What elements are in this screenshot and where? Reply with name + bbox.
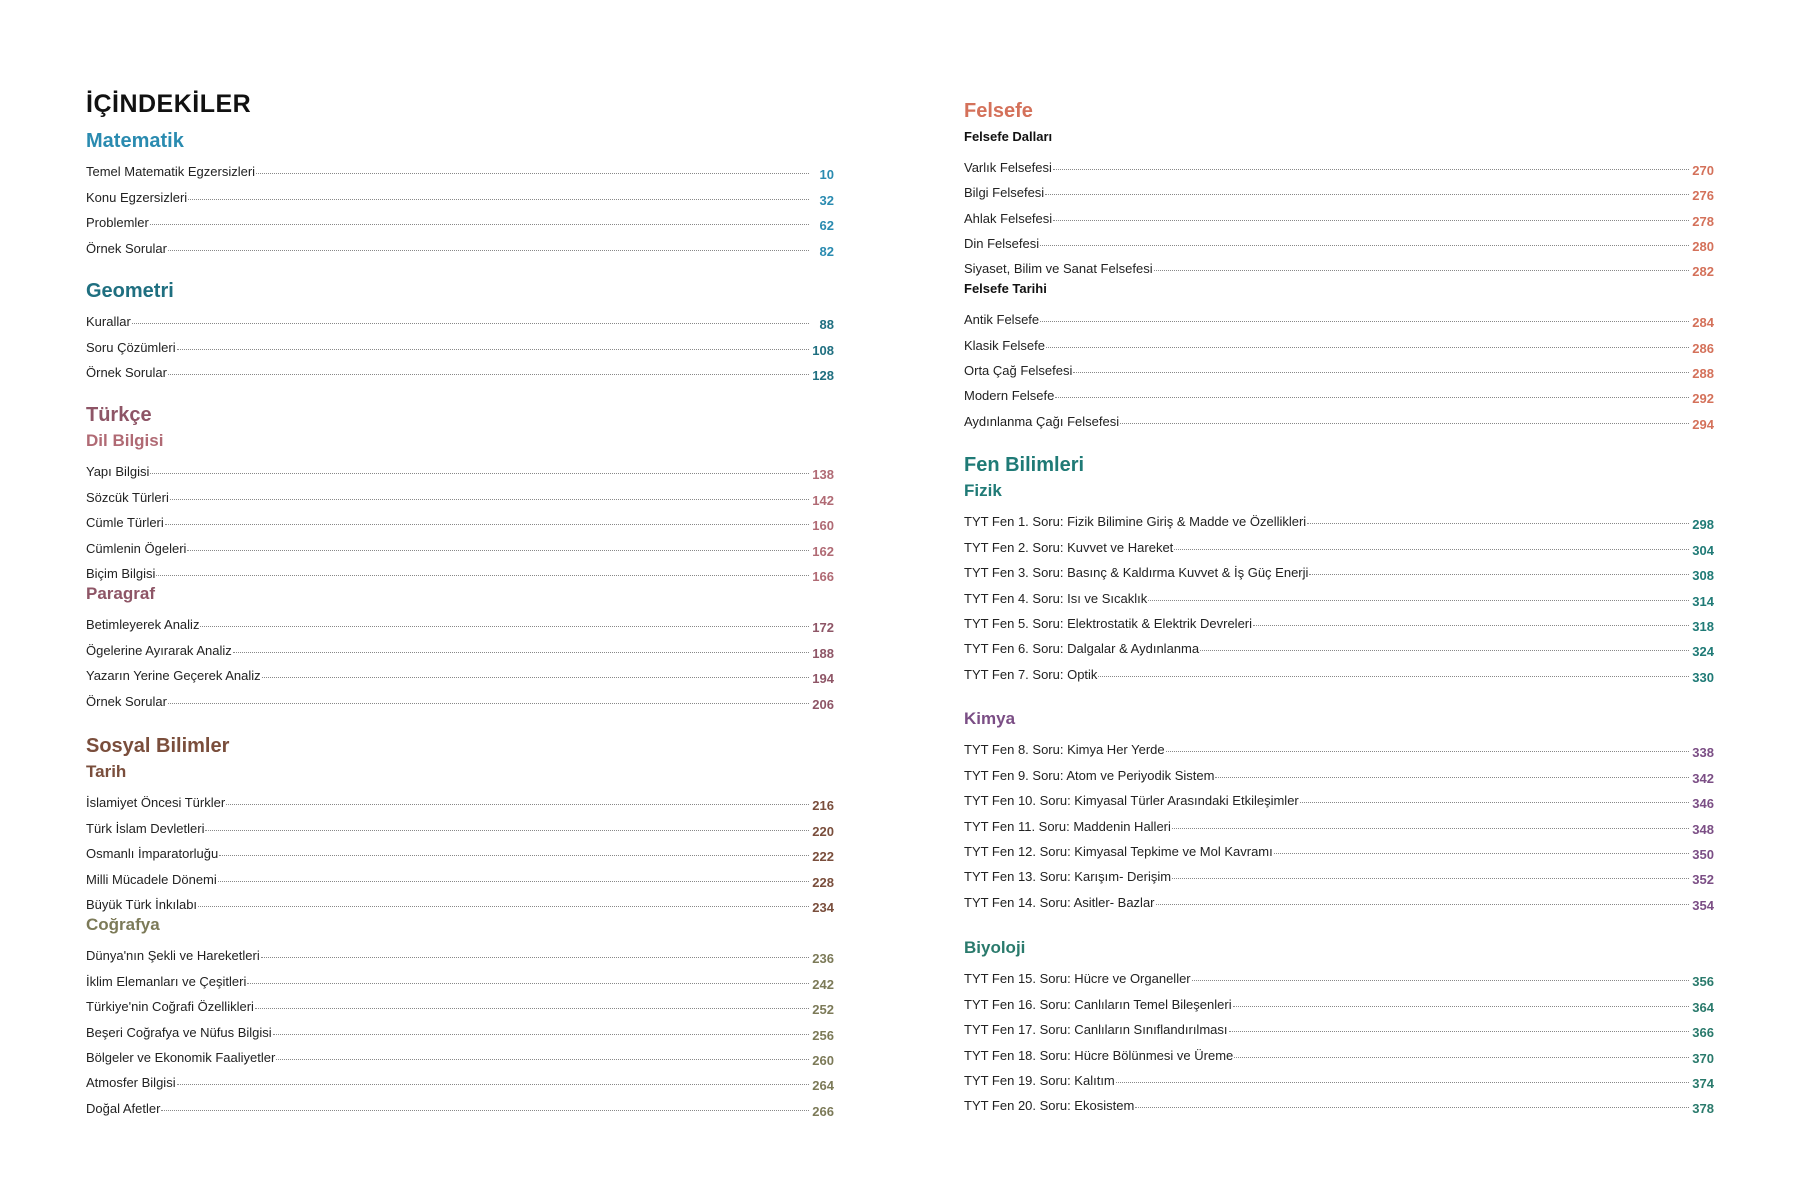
page-number: 278: [1692, 213, 1714, 229]
toc-entry[interactable]: [964, 859, 1714, 888]
toc-entry[interactable]: [964, 1063, 1714, 1091]
dot-leader: [262, 677, 809, 678]
toc-entry[interactable]: [86, 963, 834, 992]
dot-leader: [1192, 980, 1689, 981]
section-geometri: [86, 278, 834, 384]
entry-title: Biçim Bilgisi: [86, 565, 156, 581]
toc-entry[interactable]: [86, 683, 834, 712]
entry-title: Kurallar: [86, 314, 131, 330]
dot-leader: [247, 983, 809, 984]
toc-entry[interactable]: [964, 961, 1714, 990]
page-number: 10: [819, 167, 834, 183]
entry-title: Klasik Felsefe: [964, 337, 1045, 353]
dot-leader: [1073, 372, 1689, 373]
page-number: 252: [812, 1002, 834, 1018]
dot-leader: [273, 1034, 809, 1035]
toc-entry[interactable]: [964, 606, 1714, 634]
entry-title: Örnek Sorular: [86, 693, 167, 709]
dot-leader: [1307, 523, 1689, 524]
page-number: 108: [812, 342, 834, 358]
entry-title: İslamiyet Öncesi Türkler: [86, 795, 226, 811]
dot-leader: [168, 250, 809, 251]
page-number: 194: [812, 671, 834, 687]
entry-title: TYT Fen 18. Soru: Hücre Bölünmesi ve Üreme: [964, 1047, 1234, 1063]
page-number: 276: [1692, 188, 1714, 204]
entry-title: TYT Fen 13. Soru: Karışım- Derişim: [964, 869, 1172, 885]
toc-entry[interactable]: [86, 1040, 834, 1068]
page-number: 308: [1692, 568, 1714, 584]
entry-title: Siyaset, Bilim ve Sanat Felsefesi: [964, 261, 1153, 277]
dot-leader: [255, 1008, 809, 1009]
toc-entry[interactable]: [964, 1088, 1714, 1117]
dot-leader: [150, 224, 809, 225]
dot-leader: [1046, 347, 1689, 348]
page-number: 370: [1692, 1050, 1714, 1066]
dot-leader: [1040, 245, 1689, 246]
page-number: 292: [1692, 391, 1714, 407]
toc-entry[interactable]: [964, 732, 1714, 761]
entry-title: TYT Fen 15. Soru: Hücre ve Organeller: [964, 971, 1191, 987]
group-heading: Felsefe Tarihi: [964, 281, 1047, 297]
entry-title: Örnek Sorular: [86, 240, 167, 256]
entry-title: TYT Fen 14. Soru: Asitler- Bazlar: [964, 894, 1155, 910]
dot-leader: [1135, 1107, 1689, 1108]
entry-title: Din Felsefesi: [964, 235, 1040, 251]
entry-title: Ögelerine Ayırarak Analiz: [86, 642, 232, 658]
dot-leader: [1053, 169, 1689, 170]
page-number: 228: [812, 874, 834, 890]
toc-entry[interactable]: [86, 556, 834, 584]
page-number: 282: [1692, 264, 1714, 280]
toc-list: [86, 454, 834, 584]
subsection-heading: Coğrafya: [86, 914, 160, 934]
dot-leader: [177, 1084, 809, 1085]
toc-entry[interactable]: [86, 230, 834, 259]
toc-entry[interactable]: [964, 403, 1714, 432]
entry-title: TYT Fen 5. Soru: Elektrostatik & Elektrik Devreleri: [964, 615, 1253, 631]
toc-entry[interactable]: [964, 808, 1714, 837]
dot-leader: [177, 349, 809, 350]
toc-entry[interactable]: [964, 834, 1714, 862]
page-number: 352: [1692, 872, 1714, 888]
toc-list: [86, 785, 834, 915]
page-number: 172: [812, 620, 834, 636]
page-number: 88: [819, 317, 834, 333]
entry-title: Yazarın Yerine Geçerek Analiz: [86, 668, 261, 684]
entry-title: TYT Fen 7. Soru: Optik: [964, 666, 1098, 682]
entry-title: TYT Fen 3. Soru: Basınç & Kaldırma Kuvvet & İş Güç Enerji: [964, 565, 1309, 581]
page-number: 128: [812, 368, 834, 384]
dot-leader: [1045, 194, 1689, 195]
page-number: 288: [1692, 365, 1714, 381]
toc-entry[interactable]: [86, 355, 834, 384]
page-number: 188: [812, 645, 834, 661]
dot-leader: [1253, 625, 1689, 626]
entry-title: Büyük Türk İnkılabı: [86, 896, 198, 912]
dot-leader: [1274, 853, 1689, 854]
page-number: 374: [1692, 1075, 1714, 1091]
dot-leader: [161, 1110, 809, 1111]
toc-entry[interactable]: [86, 632, 834, 661]
dot-leader: [1098, 676, 1689, 677]
entry-title: Bilgi Felsefesi: [964, 185, 1045, 201]
page-number: 236: [812, 951, 834, 967]
toc-list: [964, 302, 1714, 432]
toc-entry[interactable]: [964, 251, 1714, 280]
dot-leader: [1148, 600, 1689, 601]
toc-entry[interactable]: [86, 785, 834, 814]
toc-entry[interactable]: [86, 505, 834, 534]
dot-leader: [1055, 397, 1689, 398]
dot-leader: [256, 173, 809, 174]
page-number: 142: [812, 492, 834, 508]
page-number: 234: [812, 899, 834, 915]
toc-entry[interactable]: [86, 1014, 834, 1043]
toc-entry[interactable]: [964, 580, 1714, 609]
page-title: İÇİNDEKİLER: [86, 90, 252, 118]
page-number: 364: [1692, 999, 1714, 1015]
page-number: 82: [819, 243, 834, 259]
section-heading: Sosyal Bilimler: [86, 735, 230, 757]
dot-leader: [1229, 1031, 1690, 1032]
toc-entry[interactable]: [86, 887, 834, 915]
toc-entry[interactable]: [86, 1065, 834, 1094]
page-number: 138: [812, 467, 834, 483]
toc-entry[interactable]: [86, 304, 834, 333]
entry-title: Betimleyerek Analiz: [86, 617, 200, 633]
toc-list: [964, 504, 1714, 685]
dot-leader: [198, 906, 809, 907]
entry-title: Milli Mücadele Dönemi: [86, 871, 217, 887]
toc-entry[interactable]: [964, 200, 1714, 229]
section-fen-bilimleri: [964, 452, 1714, 685]
toc-entry[interactable]: [964, 1012, 1714, 1041]
toc-entry[interactable]: [86, 479, 834, 508]
entry-title: Atmosfer Bilgisi: [86, 1075, 176, 1091]
subsection-heading: Kimya: [964, 709, 1016, 728]
toc-entry[interactable]: [964, 353, 1714, 381]
toc-entry[interactable]: [86, 154, 834, 183]
page-number: 338: [1692, 745, 1714, 761]
toc-entry[interactable]: [86, 658, 834, 687]
entry-title: Doğal Afetler: [86, 1100, 161, 1116]
entry-title: Dünya'nın Şekli ve Hareketleri: [86, 948, 260, 964]
page-number: 294: [1692, 416, 1714, 432]
toc-entry[interactable]: [86, 179, 834, 208]
entry-title: Türk İslam Devletleri: [86, 820, 205, 836]
page-number: 162: [812, 543, 834, 559]
entry-title: TYT Fen 11. Soru: Maddenin Halleri: [964, 818, 1171, 834]
dot-leader: [205, 830, 809, 831]
page-number: 62: [819, 218, 834, 234]
toc-entry[interactable]: [964, 1037, 1714, 1066]
entry-title: Sözcük Türleri: [86, 489, 169, 505]
page-number: 314: [1692, 593, 1714, 609]
dot-leader: [187, 550, 809, 551]
dot-leader: [1300, 802, 1689, 803]
toc-entry[interactable]: [964, 757, 1714, 786]
section-sosyal-bilimler: [86, 733, 834, 1119]
section-turkce: [86, 402, 834, 712]
toc-entry[interactable]: [964, 378, 1714, 407]
page-number: 256: [812, 1027, 834, 1043]
dot-leader: [1309, 574, 1689, 575]
toc-list: [964, 961, 1714, 1117]
subsection-heading: Biyoloji: [964, 938, 1026, 957]
toc-entry[interactable]: [964, 656, 1714, 685]
toc-entry[interactable]: [964, 783, 1714, 812]
entry-title: Cümlenin Ögeleri: [86, 540, 187, 556]
dot-leader: [1040, 321, 1689, 322]
entry-title: Temel Matematik Egzersizleri: [86, 164, 256, 180]
entry-title: İklim Elemanları ve Çeşitleri: [86, 973, 247, 989]
page-number: 242: [812, 976, 834, 992]
section-heading: Türkçe: [86, 404, 152, 426]
entry-title: Cümle Türleri: [86, 515, 164, 531]
page-number: 304: [1692, 542, 1714, 558]
page-number: 318: [1692, 618, 1714, 634]
page-number: 356: [1692, 974, 1714, 990]
dot-leader: [188, 199, 809, 200]
entry-title: Örnek Sorular: [86, 365, 167, 381]
section-kimya: [964, 706, 1714, 913]
toc-list: [86, 304, 834, 384]
entry-title: TYT Fen 1. Soru: Fizik Bilimine Giriş & Madde ve Özellikleri: [964, 514, 1307, 530]
dot-leader: [156, 575, 809, 576]
dot-leader: [165, 524, 809, 525]
page-number: 284: [1692, 315, 1714, 331]
toc-entry[interactable]: [964, 884, 1714, 913]
page-number: 270: [1692, 162, 1714, 178]
entry-title: Aydınlanma Çağı Felsefesi: [964, 413, 1120, 429]
entry-title: Orta Çağ Felsefesi: [964, 362, 1073, 378]
entry-title: TYT Fen 12. Soru: Kimyasal Tepkime ve Mol Kavramı: [964, 843, 1273, 859]
dot-leader: [1215, 777, 1689, 778]
dot-leader: [261, 957, 809, 958]
toc-entry[interactable]: [964, 149, 1714, 178]
toc-list: [86, 607, 834, 712]
section-matematik: [86, 128, 834, 259]
page-number: 260: [812, 1052, 834, 1068]
entry-title: Antik Felsefe: [964, 312, 1040, 328]
toc-entry[interactable]: [964, 529, 1714, 558]
entry-title: Varlık Felsefesi: [964, 159, 1052, 175]
section-heading: Felsefe: [964, 100, 1033, 122]
entry-title: Beşeri Coğrafya ve Nüfus Bilgisi: [86, 1024, 272, 1040]
entry-title: TYT Fen 9. Soru: Atom ve Periyodik Sistem: [964, 767, 1215, 783]
section-biyoloji: [964, 935, 1714, 1117]
entry-title: TYT Fen 4. Soru: Isı ve Sıcaklık: [964, 590, 1148, 606]
page-number: 330: [1692, 669, 1714, 685]
entry-title: TYT Fen 2. Soru: Kuvvet ve Hareket: [964, 539, 1174, 555]
entry-title: Türkiye'nin Coğrafi Özellikleri: [86, 999, 254, 1015]
entry-title: TYT Fen 20. Soru: Ekosistem: [964, 1098, 1135, 1114]
dot-leader: [1200, 650, 1689, 651]
toc-entry[interactable]: [964, 986, 1714, 1015]
dot-leader: [168, 703, 809, 704]
toc-entry[interactable]: [86, 810, 834, 839]
toc-list: [86, 154, 834, 259]
entry-title: Bölgeler ve Ekonomik Faaliyetler: [86, 1049, 276, 1065]
toc-entry[interactable]: [86, 530, 834, 559]
toc-entry[interactable]: [86, 861, 834, 890]
page-number: 350: [1692, 846, 1714, 862]
dot-leader: [276, 1059, 809, 1060]
dot-leader: [132, 323, 809, 324]
toc-entry[interactable]: [964, 302, 1714, 331]
entry-title: TYT Fen 6. Soru: Dalgalar & Aydınlanma: [964, 641, 1200, 657]
toc-list: [964, 149, 1714, 280]
section-heading: Fen Bilimleri: [964, 454, 1085, 476]
page-number: 354: [1692, 897, 1714, 913]
entry-title: Problemler: [86, 215, 149, 231]
toc-entry[interactable]: [86, 329, 834, 358]
toc-list: [964, 732, 1714, 913]
dot-leader: [1172, 878, 1689, 879]
dot-leader: [1233, 1006, 1689, 1007]
page-number: 160: [812, 518, 834, 534]
entry-title: TYT Fen 17. Soru: Canlıların Sınıflandırılması: [964, 1022, 1228, 1038]
toc-entry[interactable]: [964, 555, 1714, 584]
dot-leader: [218, 881, 809, 882]
subsection-heading: Dil Bilgisi: [86, 431, 164, 450]
dot-leader: [1154, 270, 1689, 271]
dot-leader: [219, 855, 809, 856]
entry-title: Yapı Bilgisi: [86, 464, 150, 480]
dot-leader: [150, 473, 809, 474]
entry-title: TYT Fen 16. Soru: Canlıların Temel Bileşenleri: [964, 996, 1232, 1012]
page-number: 298: [1692, 517, 1714, 533]
group-heading: Felsefe Dalları: [964, 129, 1053, 144]
page-number: 366: [1692, 1025, 1714, 1041]
entry-title: TYT Fen 10. Soru: Kimyasal Türler Arasındaki Etkileşimler: [964, 793, 1299, 809]
page-number: 166: [812, 568, 834, 584]
page-number: 266: [812, 1103, 834, 1119]
dot-leader: [200, 626, 809, 627]
page-number: 342: [1692, 770, 1714, 786]
page-number: 216: [812, 798, 834, 814]
page-number: 348: [1692, 821, 1714, 837]
toc-entry[interactable]: [964, 631, 1714, 660]
page-number: 378: [1692, 1101, 1714, 1117]
toc-list: [86, 938, 834, 1119]
entry-title: Ahlak Felsefesi: [964, 210, 1053, 226]
page-number: 264: [812, 1078, 834, 1094]
toc-entry[interactable]: [86, 836, 834, 865]
entry-title: Soru Çözümleri: [86, 339, 176, 355]
dot-leader: [1116, 1082, 1689, 1083]
toc-entry[interactable]: [86, 607, 834, 636]
page-number: 324: [1692, 644, 1714, 660]
toc-entry[interactable]: [86, 1090, 834, 1119]
section-heading: Geometri: [86, 280, 174, 302]
subsection-heading: Tarih: [86, 762, 127, 781]
page-number: 206: [812, 696, 834, 712]
page-number: 286: [1692, 340, 1714, 356]
toc-entry[interactable]: [964, 327, 1714, 356]
section-heading: Matematik: [86, 130, 184, 152]
dot-leader: [1174, 549, 1689, 550]
page-number: 32: [819, 192, 834, 208]
dot-leader: [1172, 828, 1689, 829]
toc-entry[interactable]: [86, 454, 834, 483]
entry-title: Modern Felsefe: [964, 388, 1055, 404]
section-felsefe: [964, 98, 1714, 432]
toc-entry[interactable]: [86, 938, 834, 967]
page-number: 220: [812, 823, 834, 839]
dot-leader: [1120, 423, 1689, 424]
entry-title: TYT Fen 8. Soru: Kimya Her Yerde: [964, 742, 1165, 758]
page-number: 222: [812, 849, 834, 865]
page-number: 280: [1692, 238, 1714, 254]
dot-leader: [170, 499, 809, 500]
entry-title: TYT Fen 19. Soru: Kalıtım: [964, 1072, 1115, 1088]
toc-entry[interactable]: [964, 504, 1714, 533]
dot-leader: [1234, 1057, 1689, 1058]
dot-leader: [1053, 220, 1689, 221]
toc-entry[interactable]: [964, 226, 1714, 254]
dot-leader: [168, 374, 809, 375]
dot-leader: [1166, 751, 1689, 752]
toc-entry[interactable]: [86, 989, 834, 1018]
dot-leader: [233, 652, 809, 653]
entry-title: Konu Egzersizleri: [86, 189, 188, 205]
entry-title: Osmanlı İmparatorluğu: [86, 846, 219, 862]
toc-entry[interactable]: [964, 175, 1714, 204]
subsection-heading: Paragraf: [86, 583, 155, 603]
page-number: 346: [1692, 796, 1714, 812]
toc-entry[interactable]: [86, 205, 834, 234]
subsection-heading: Fizik: [964, 481, 1002, 500]
dot-leader: [1156, 904, 1690, 905]
dot-leader: [226, 804, 809, 805]
